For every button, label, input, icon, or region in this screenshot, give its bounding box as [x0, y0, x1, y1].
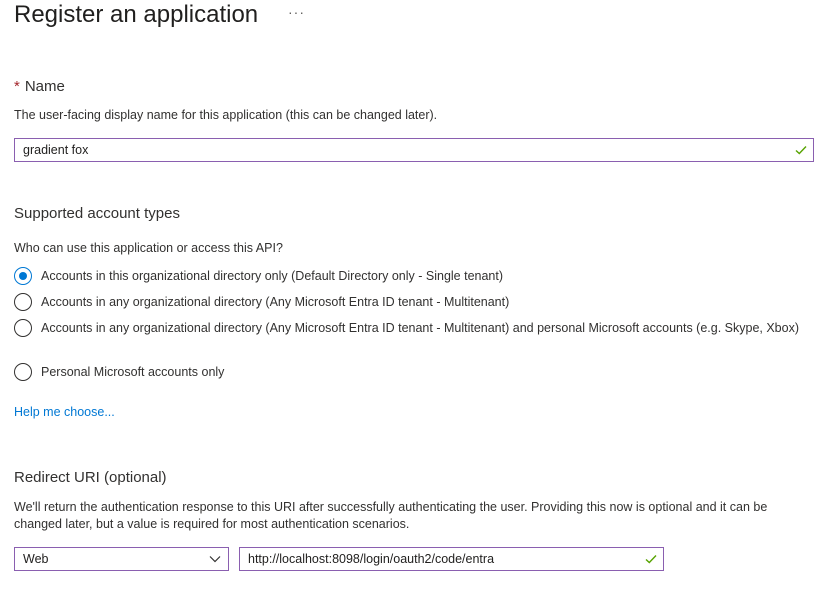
checkmark-icon [795, 145, 807, 155]
name-description: The user-facing display name for this application (this can be changed later). [14, 108, 438, 122]
account-type-label: Accounts in any organizational directory (Any Microsoft Entra ID tenant - Multitenant) and personal Microsoft accounts (e.g. Skype, Xbox) [41, 321, 799, 335]
redirect-uri-description: We'll return the authentication response to this URI after successfully authenticating the user. Providing this now is optional and it can be changed later, but a value is required for most authentication scenarios. [14, 500, 768, 531]
redirect-uri-input[interactable] [239, 547, 664, 571]
page-title: Register an application [14, 1, 259, 28]
redirect-uri-heading: Redirect URI (optional) [14, 469, 167, 486]
account-types-heading: Supported account types [14, 205, 180, 222]
radio-button-selected[interactable] [14, 267, 32, 285]
account-type-option-multitenant-personal[interactable] [14, 319, 804, 337]
platform-select[interactable] [14, 547, 229, 571]
checkmark-icon [645, 554, 657, 564]
account-type-option-personal[interactable] [14, 363, 804, 381]
name-input[interactable] [14, 138, 814, 162]
account-types-question: Who can use this application or access this API? [14, 241, 283, 255]
platform-select-value: Web [23, 552, 49, 566]
account-type-label: Accounts in any organizational directory (Any Microsoft Entra ID tenant - Multitenant) [41, 295, 510, 309]
account-type-option-multitenant[interactable] [14, 293, 804, 311]
redirect-uri-value[interactable]: http://localhost:8098/login/oauth2/code/entra [248, 552, 495, 566]
name-input-value[interactable]: gradient fox [23, 143, 89, 157]
radio-button[interactable] [14, 319, 32, 337]
required-marker: * [14, 78, 20, 95]
account-type-option-single-tenant[interactable] [14, 267, 804, 285]
radio-button[interactable] [14, 363, 32, 381]
account-type-label: Personal Microsoft accounts only [41, 365, 225, 379]
chevron-down-icon [209, 555, 221, 563]
name-label [14, 78, 65, 95]
more-options-button[interactable]: ··· [288, 4, 305, 20]
account-type-label: Accounts in this organizational directory only (Default Directory only - Single tenant) [41, 269, 504, 283]
name-label-text: Name [24, 78, 65, 95]
radio-button[interactable] [14, 293, 32, 311]
help-me-choose-link[interactable]: Help me choose... [14, 405, 115, 419]
